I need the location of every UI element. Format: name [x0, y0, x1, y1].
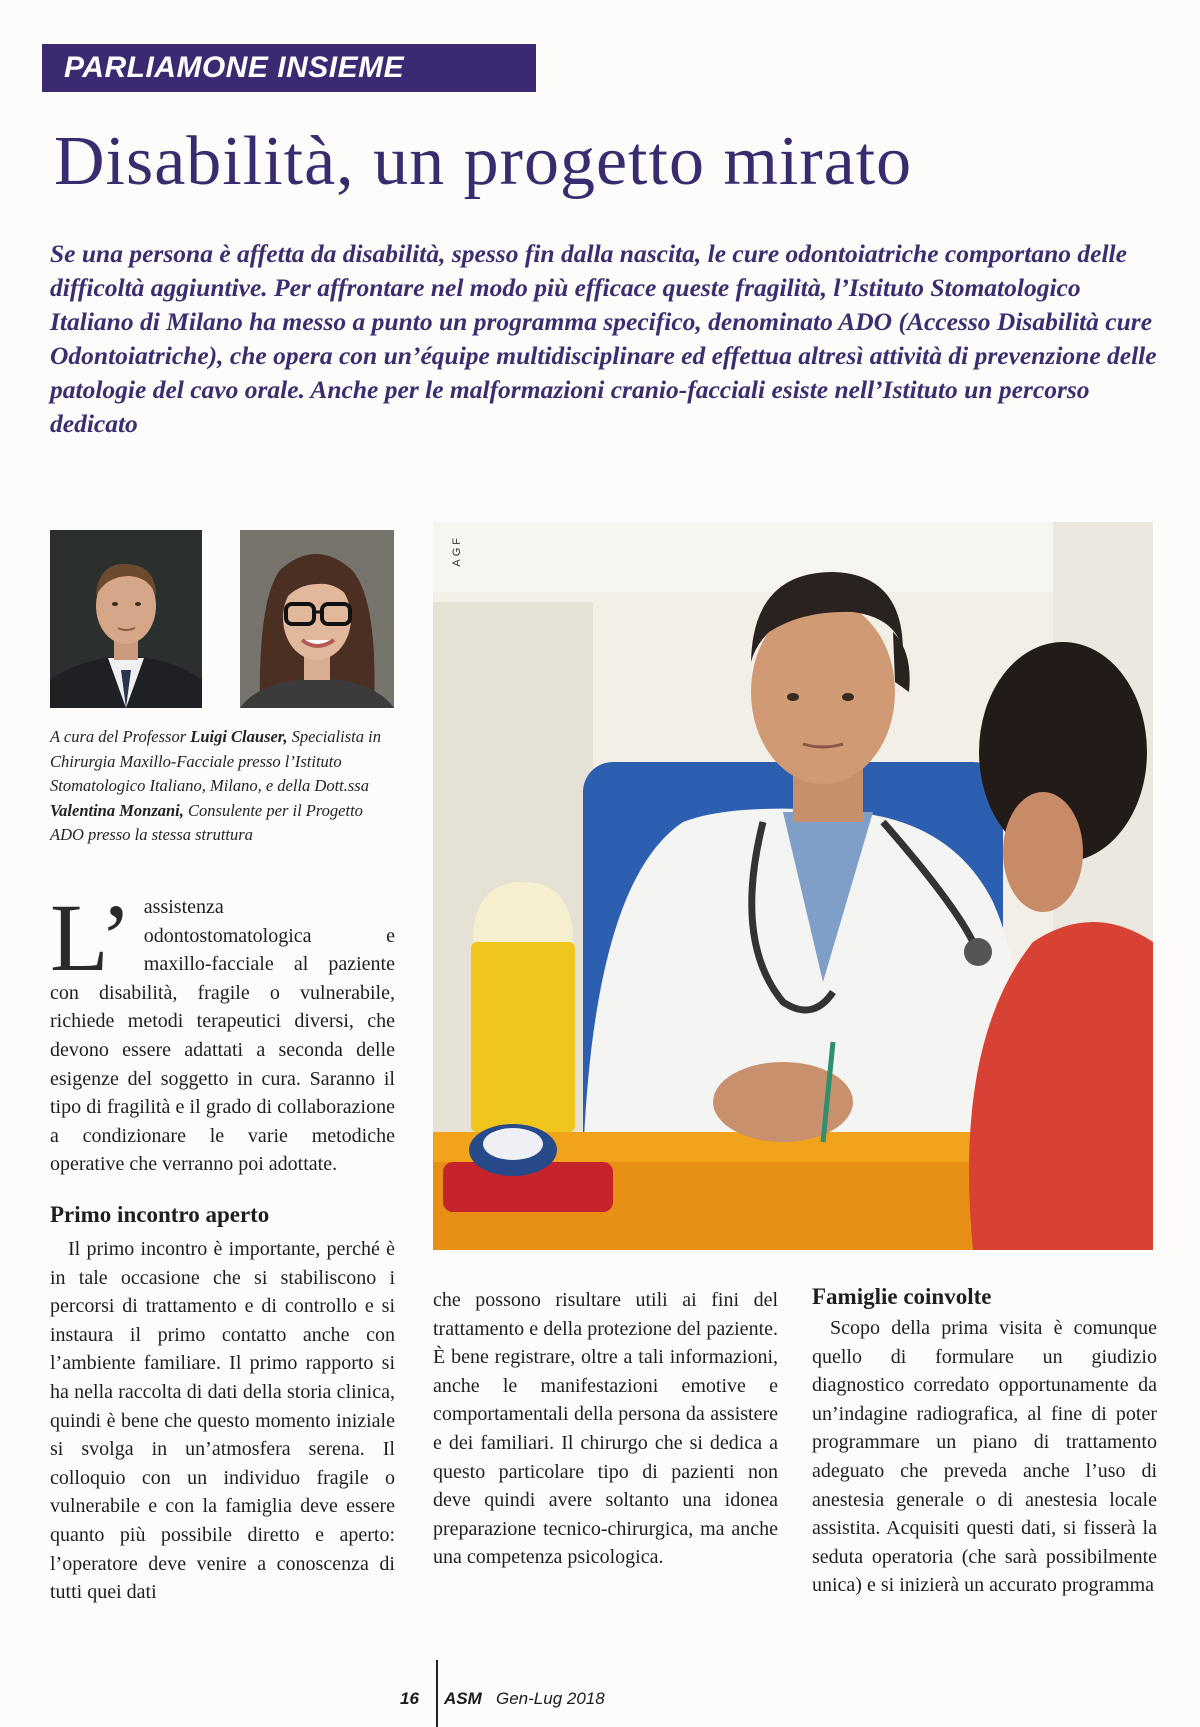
drop-cap: L’ — [50, 884, 132, 991]
caption-text-3: Consulente per il Progetto ADO presso la stessa struttura — [50, 800, 363, 844]
caption-author-2: Valentina Monzani, — [50, 800, 184, 820]
section-heading-primo-incontro: Primo incontro aperto — [50, 1202, 270, 1227]
author-portrait-clauser — [50, 530, 202, 708]
doctor-patient-photo — [433, 522, 1153, 1250]
section-banner — [42, 44, 536, 92]
intro-paragraph — [50, 884, 395, 1179]
article-title: Disabilità, un progetto mirato — [54, 123, 913, 200]
author-caption — [50, 725, 395, 848]
photo-credit: AGF — [451, 535, 463, 567]
magazine-name: ASM — [444, 1689, 482, 1708]
intro-text: assistenza odontostomatologica e maxillo-facciale al paziente con disabilità, fragile o vulnerabile, richiede metodi terapeutici diversi, che devono essere adattati a seconda delle esigenze del soggetto in cura. Saranno il tipo di fragilità e il grado di collaborazione a condizionare le varie metodiche operative che verranno poi adottate. — [50, 896, 395, 1176]
section2-paragraph: Scopo della prima visita è comunque quello di formulare un giudizio diagnostico corredato opportunamente da un’indagine radiografica, al fine di poter programmare un piano di trattamento adeguato che preveda anche l’uso di anestesia generale o di anestesia locale assistita. Acquisiti questi dati, si fisserà la seduta operatoria (che sarà possibilmente unica) e si inizierà un accurato programma — [812, 1317, 1157, 1597]
caption-author-1: Luigi Clauser, — [190, 727, 288, 746]
section-label: PARLIAMONE INSIEME — [64, 51, 405, 84]
caption-text-2: Specialista in Chirurgia Maxillo-Facciale presso l’Istituto Stomatologico Italiano, Milano, e della Dott.ssa — [50, 727, 381, 795]
issue-date: Gen-Lug 2018 — [496, 1689, 605, 1708]
section-heading-famiglie: Famiglie coinvolte — [812, 1284, 992, 1309]
article-lead: Se una persona è affetta da disabilità, spesso fin dalla nascita, le cure odontoiatriche comportano delle difficoltà aggiuntive. Per affrontare nel modo più efficace queste fragilità, l’Istituto Stomatologico Italiano di Milano ha messo a punto un programma specifico, denominato ADO (Accesso Disabilità cure Odontoiatriche), che opera con un’équipe multidisciplinare ed effettua altresì attività di prevenzione delle patologie del cavo orale. Anche per le malformazioni cranio-facciali esiste nell’Istituto un percorso dedicato — [50, 239, 1157, 438]
caption-text-1: A cura del Professor — [50, 727, 191, 746]
section1-continued-paragraph: che possono risultare utili ai fini del trattamento e della protezione del paziente. È bene registrare, oltre a tali informazioni, anche le manifestazioni emotive e comportamentali della persona da assistere e dei familiari. Il chirurgo che si dedica a questo particolare tipo di pazienti non deve quindi avere soltanto una idonea preparazione tecnico-chirurgica, ma anche una competenza psicologica. — [433, 1289, 778, 1569]
page-number: 16 — [400, 1689, 419, 1708]
footer-divider — [436, 1660, 438, 1727]
section1-paragraph: Il primo incontro è importante, perché è in tale occasione che si stabiliscono i percorsi di trattamento e di controllo e si instaura il primo contatto anche con l’ambiente familiare. Il primo rapporto si ha nella raccolta di dati della storia clinica, quindi è bene che questo momento iniziale si svolga in un’atmosfera serena. Il colloquio con un individuo fragile o vulnerabile e con la famiglia deve essere quanto più possibile diretto e aperto: l’operatore deve venire a conoscenza di tutti quei dati — [50, 1238, 395, 1604]
author-portrait-monzani — [240, 530, 394, 708]
